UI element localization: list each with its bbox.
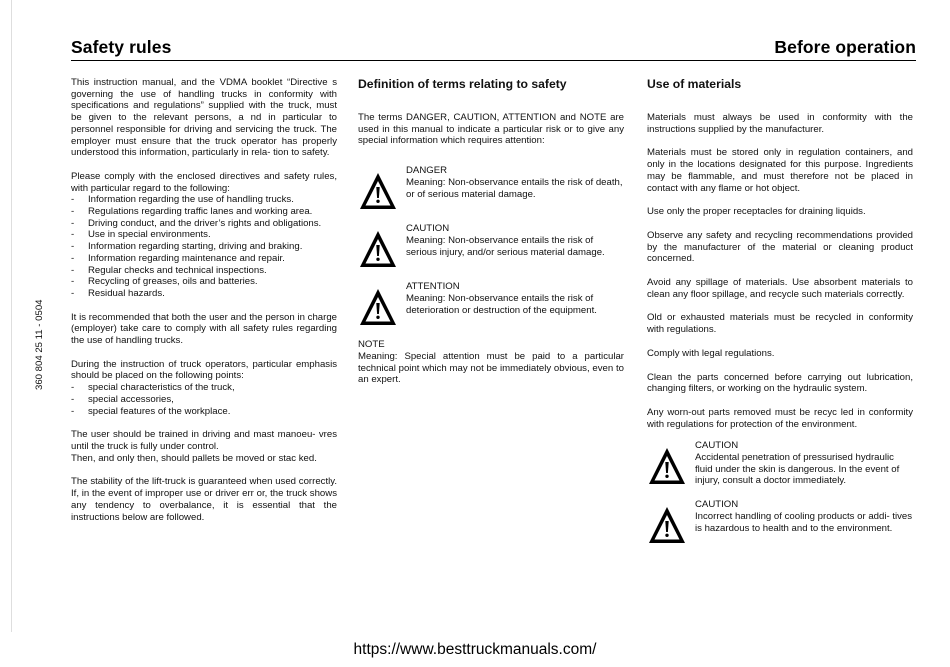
footer-url-link[interactable]: https://www.besttruckmanuals.com/ <box>353 641 597 658</box>
list-item: - special features of the workplace. <box>71 406 337 418</box>
warning-text <box>398 281 624 316</box>
list-item: - Use in special environments. <box>71 229 337 241</box>
paragraph <box>71 429 337 464</box>
warning-triangle-icon <box>358 287 398 327</box>
paragraph: Materials must be stored only in regulation containers, and only in the locations designated for this purpose. Ingredients may be flammable, and must therefore not be placed in contact with any flame or hot object. <box>647 147 913 194</box>
list-item: - Recycling of greases, oils and batteries. <box>71 276 337 288</box>
warning-meaning: Incorrect handling of cooling products or addi- tives is hazardous to health and to the environment. <box>695 510 913 534</box>
list-item: - Regular checks and technical inspections. <box>71 265 337 277</box>
note-label: NOTE <box>358 339 385 351</box>
warning-triangle-icon <box>358 171 398 211</box>
note-text: Meaning: Special attention must be paid to a particular technical point which may not be immediately obvious, even to an expert. <box>358 350 624 386</box>
section-title: Safety rules <box>71 37 172 57</box>
list-item: - Information regarding maintenance and repair. <box>71 253 337 265</box>
warning-label: CAUTION <box>695 440 739 452</box>
warning-block-cooling <box>647 499 913 545</box>
warning-text <box>687 440 913 487</box>
paragraph-line: The user should be trained in driving and mast manoeu- vres until the truck is fully under control. <box>71 429 337 452</box>
paragraph: Please comply with the enclosed directives and safety rules, with particular regard to the following: <box>71 170 337 194</box>
warning-label: CAUTION <box>695 499 739 511</box>
warning-meaning: Meaning: Non-observance entails the risk of serious injury, and/or serious material damage. <box>406 234 605 258</box>
column-materials <box>647 77 913 557</box>
paragraph: During the instruction of truck operators, particular emphasis should be placed on the following points: <box>71 358 337 382</box>
paragraph-line: Then, and only then, should pallets be moved or stac ked. <box>71 452 317 464</box>
page-edge-line <box>11 0 12 632</box>
list-item: - Driving conduct, and the driver’s rights and obligations. <box>71 218 337 230</box>
paragraph: The terms DANGER, CAUTION, ATTENTION and NOTE are used in this manual to indicate a particular risk or to give any special information which requires attention: <box>358 112 624 147</box>
warning-label: DANGER <box>406 165 448 177</box>
paragraph: Materials must always be used in conformity with the instructions supplied by the manufacturer. <box>647 112 913 135</box>
list-item: - Information regarding the use of handling trucks. <box>71 194 337 206</box>
paragraph: It is recommended that both the user and the person in charge (employer) take care to comply with all safety rules regarding the use of handling trucks. <box>71 311 337 347</box>
document-code: 360 804 25 11 - 0504 <box>34 299 45 390</box>
paragraph: Any worn-out parts removed must be recyc led in conformity with regulations for protection of the environment. <box>647 406 913 430</box>
column-heading: Definition of terms relating to safety <box>358 77 567 91</box>
warning-triangle-icon <box>358 229 398 269</box>
paragraph: This instruction manual, and the VDMA booklet “Directive s governing the use of handling trucks in conformity with specifications and regulations” supplied with the truck, must be given to the relevant persons, a nd in particular to personnel responsible for driving and servicing the truck. The employer must ensure that the truck operator has properly understood this information, particularly in rela- tion to safety. <box>71 77 337 159</box>
warning-meaning: Accidental penetration of pressurised hydraulic fluid under the skin is dangerous. In the event of injury, consult a doctor immediately. <box>695 452 900 487</box>
warning-block-attention <box>358 281 624 327</box>
warning-text <box>687 499 913 534</box>
list-item: - special characteristics of the truck, <box>71 382 337 394</box>
header-rule <box>71 60 916 61</box>
warning-label: ATTENTION <box>406 281 460 293</box>
warning-text <box>398 165 624 200</box>
chapter-title: Before operation <box>774 37 916 57</box>
emphasis-list <box>71 382 337 417</box>
list-item: - special accessories, <box>71 394 337 406</box>
list-item: - Residual hazards. <box>71 288 337 300</box>
paragraph: Use only the proper receptacles for draining liquids. <box>647 206 866 218</box>
column-heading: Use of materials <box>647 77 742 91</box>
warning-meaning: Meaning: Non-observance entails the risk of deterioration or destruction of the equipment. <box>406 292 597 316</box>
warning-meaning: Meaning: Non-observance entails the risk of death, or of serious material damage. <box>406 176 623 200</box>
paragraph: Old or exhausted materials must be recycled in conformity with regulations. <box>647 312 913 336</box>
list-item: - Information regarding starting, driving and braking. <box>71 241 337 253</box>
column-general-rules <box>71 77 337 535</box>
paragraph: Comply with legal regulations. <box>647 347 775 359</box>
directives-list <box>71 194 337 299</box>
warning-label: CAUTION <box>406 223 450 235</box>
paragraph: Observe any safety and recycling recommendations provided by the manufacturer of the material or cleaning product concerned. <box>647 229 913 265</box>
warning-text <box>398 223 624 258</box>
paragraph: The stability of the lift-truck is guaranteed when used correctly. If, in the event of improper use or driver err or, the truck shows any tendency to overbalance, it is essential that the instructions below are followed. <box>71 476 337 523</box>
column-definitions <box>358 77 624 398</box>
warning-triangle-icon <box>647 446 687 486</box>
warning-block-hydraulic <box>647 440 913 487</box>
list-item: - Regulations regarding traffic lanes and working area. <box>71 206 337 218</box>
warning-block-caution <box>358 223 624 269</box>
paragraph: Avoid any spillage of materials. Use absorbent materials to clean any floor spillage, and recycle such materials correctly. <box>647 277 913 300</box>
warning-triangle-icon <box>647 505 687 545</box>
paragraph: Clean the parts concerned before carrying out lubrication, changing filters, or working on the hydraulic system. <box>647 371 913 395</box>
warning-block-danger <box>358 165 624 211</box>
